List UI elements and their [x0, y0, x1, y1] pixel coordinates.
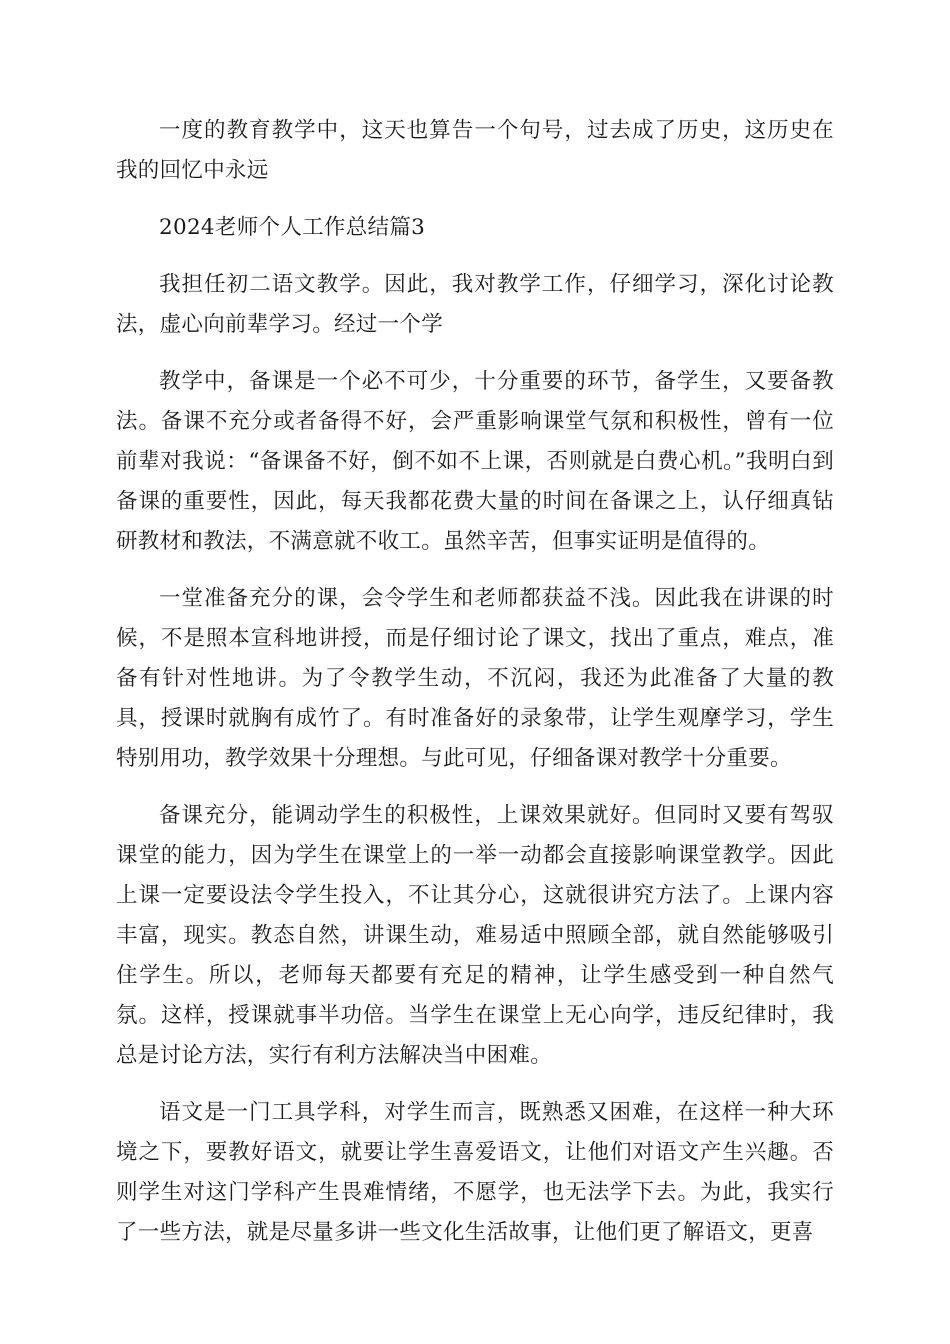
section-heading: 2024老师个人工作总结篇3 [159, 215, 426, 240]
paragraph-6: 语文是一门工具学科，对学生而言，既熟悉又困难，在这样一种大环境之下，要教好语文，就要让学生喜爱语文，让他们对语文产生兴趣。否则学生对这门学科产生畏难情绪，不愿学，也无法学下去。为此，我实行了一些方法，就是尽量多讲一些文化生活故事，让他们更了解语文，更喜 [116, 1100, 834, 1245]
paragraph-2: 我担任初二语文教学。因此，我对教学工作，仔细学习，深化讨论教法，虚心向前辈学习。经过一个学 [116, 272, 834, 337]
paragraph-1: 一度的教育教学中，这天也算告一个句号，过去成了历史，这历史在我的回忆中永远 [116, 118, 834, 183]
paragraph-3: 教学中，备课是一个必不可少，十分重要的环节，备学生，又要备教法。备课不充分或者备得不好，会严重影响课堂气氛和积极性，曾有一位前辈对我说：“备课备不好，倒不如不上课，否则就是白费心机。”我明白到备课的重要性，因此，每天我都花费大量的时间在备课之上，认仔细真钻研教材和教法，不满意就不收工。虽然辛苦，但事实证明是值得的。 [116, 369, 834, 554]
paragraph-5: 备课充分，能调动学生的积极性，上课效果就好。但同时又要有驾驭课堂的能力，因为学生在课堂上的一举一动都会直接影响课堂教学。因此上课一定要设法令学生投入，不让其分心，这就很讲究方法了。上课内容丰富，现实。教态自然，讲课生动，难易适中照顾全部，就自然能够吸引住学生。所以，老师每天都要有充足的精神，让学生感受到一种自然气氛。这样，授课就事半功倍。当学生在课堂上无心向学，违反纪律时，我总是讨论方法，实行有利方法解决当中困难。 [116, 803, 834, 1068]
paragraph-4: 一堂准备充分的课，会令学生和老师都获益不浅。因此我在讲课的时候，不是照本宣科地讲授，而是仔细讨论了课文，找出了重点，难点，准备有针对性地讲。为了令教学生动，不沉闷，我还为此准备了大量的教具，授课时就胸有成竹了。有时准备好的录象带，让学生观摩学习，学生特别用功，教学效果十分理想。与此可见，仔细备课对教学十分重要。 [116, 586, 834, 771]
document-body [116, 111, 834, 1270]
